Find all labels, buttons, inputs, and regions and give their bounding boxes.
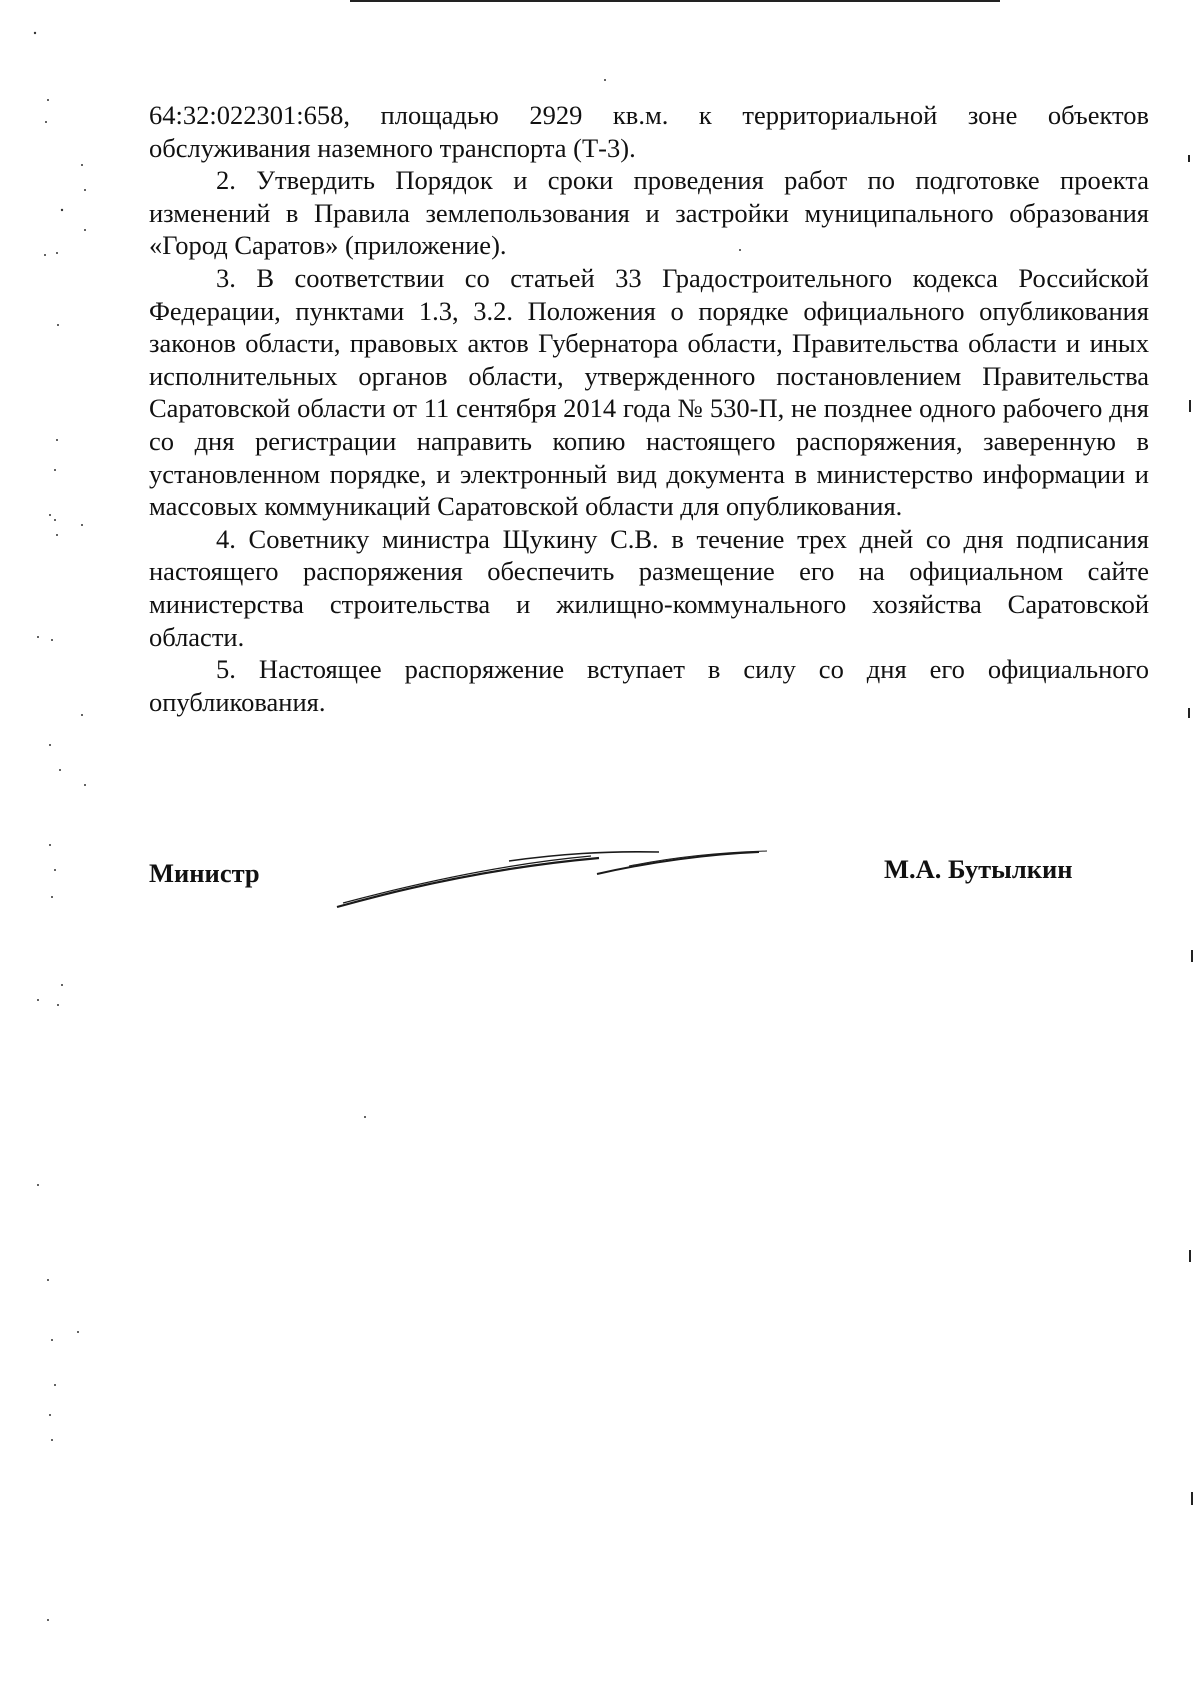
scan-top-edge-line	[350, 0, 1000, 2]
paragraph-item-2: 2. Утвердить Порядок и сроки проведения работ по подготовке проекта изменений в Правила землепользования и застройки муниципального образования «Город Саратов» (приложение).	[149, 165, 1149, 261]
paragraph-item-4: 4. Советнику министра Щукину С.В. в течение трех дней со дня подписания настоящего распоряжения обеспечить размещение его на официальном сайте министерства строительства и жилищно-коммунального хозяйства Саратовской области.	[149, 523, 1149, 652]
paragraph-item-3: 3. В соответствии со статьей 33 Градостроительного кодекса Российской Федерации, пунктами 1.3, 3.2. Положения о порядке официального опубликования законов области, правовых актов Губернатора области, Правительства области и иных исполнительных органов области, утвержденного постановлением Правительства Саратовской области от 11 сентября 2014 года № 530-П, не позднее одного рабочего дня со дня регистрации направить копию настоящего распоряжения, заверенную в установленном порядке, и электронный вид документа в министерство информации и массовых коммуникаций Саратовской области для опубликования.	[149, 262, 1149, 522]
document-body	[149, 99, 1149, 718]
paragraph-item-5: 5. Настоящее распоряжение вступает в силу со дня его официального опубликования.	[149, 654, 1149, 717]
signatory-name: М.А. Бутылкин	[884, 854, 1073, 884]
handwritten-signature	[329, 844, 769, 914]
signature-block	[149, 852, 1149, 922]
paragraph-continuation: 64:32:022301:658, площадью 2929 кв.м. к территориальной зоне объектов обслуживания наземного транспорта (Т-3).	[149, 100, 1149, 163]
signatory-title: Министр	[149, 858, 260, 888]
